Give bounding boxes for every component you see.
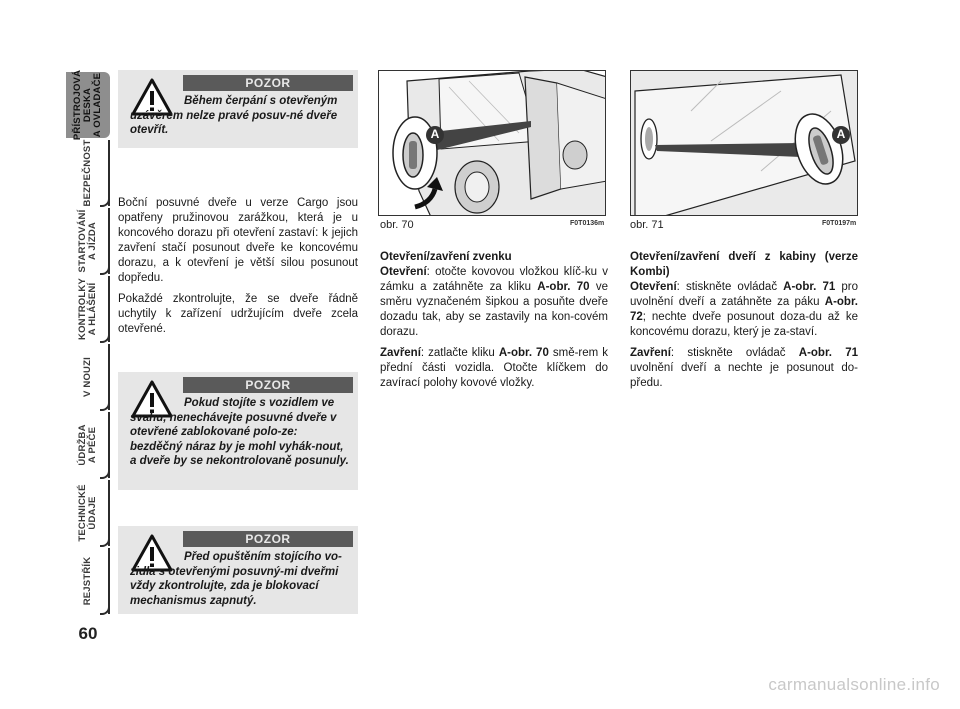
tab-v-nouzi[interactable]: V NOUZI [66, 344, 110, 410]
tab-pristrojova-deska[interactable]: PŘÍSTROJOVÁ DESKA A OVLADAČE [66, 72, 110, 138]
figure-70-code: F0T0136m [570, 220, 605, 227]
tab-technicke-udaje[interactable]: TECHNICKÉ ÚDAJE [66, 480, 110, 546]
paragraph-open-outside: Otevření: otočte kovovou vložkou klíč-ku v zámku a zatáhněte za kliku A-obr. 70 ve směru vyznačeném šipkou a posuňte dveře dozadu tak, aby se zastavily na kon-covém dorazu. [380, 266, 608, 338]
paragraph-close-outside: Zavření: zatlačte kliku A-obr. 70 smě-rem k přední části vozidla. Otočte klíčkem do zavírací polohy kovové vložky. [380, 347, 608, 389]
watermark: carmanualsonline.info [768, 675, 940, 694]
cabin-door-illustration [631, 71, 858, 216]
figure-70-marker: A [430, 127, 440, 141]
figure-71-code: F0T0197m [822, 220, 857, 227]
warning-heading: POZOR [183, 377, 353, 393]
paragraph-stopper: Boční posuvné dveře u verze Cargo jsou opatřeny pružinovou zarážkou, která je u koncového dorazu při otevření zastaví: k jejich zavření stačí posunout dveře ke koncovému dorazu, a k otevření je větší silou posunout dopředu. [118, 197, 358, 284]
warning-text: Pokud stojíte s vozidlem ve svahu, nenechávejte posuvné dveře v otevřené zablokované polo-ze: bezděčný náraz by je mohl vyhák-nout, a dveře by se nekontrolovaně posunuly. [130, 397, 349, 467]
figure-71-cabin-door-release [630, 70, 858, 216]
paragraph-check: Pokaždé zkontrolujte, že se dveře řádně uchytily k zařízení udržujícím dveře zcela otevřené. [118, 293, 358, 335]
tab-startovani[interactable]: STARTOVÁNÍ A JÍZDA [66, 208, 110, 274]
warning-box-2 [118, 372, 358, 490]
tab-bezpecnost[interactable]: BEZPEČNOST [66, 140, 110, 206]
paragraph-open-cabin: Otevření: stiskněte ovládač A-obr. 71 pro uvolnění dveří a zatáhněte za páku A-obr. 72; nechte dveře posunout doza-du až ke koncovému dorazu, který je za-staví. [630, 281, 858, 338]
figure-70-van-sliding-door [378, 70, 606, 216]
section-heading-outside: Otevření/zavření zvenku [380, 251, 512, 263]
chapter-tabs [66, 69, 110, 620]
warning-heading: POZOR [183, 531, 353, 547]
tab-kontrolky[interactable]: KONTROLKY A HLÁŠENÍ [66, 276, 110, 342]
warning-text: Před opuštěním stojícího vo-zidla s otevřenými posuvný-mi dveřmi vždy zkontrolujte, zda je blokovací mechanismus zapnutý. [130, 551, 342, 607]
figure-71-marker: A [836, 127, 846, 141]
warning-box-3 [118, 526, 358, 614]
page-number: 60 [78, 624, 98, 643]
section-heading-cabin: Otevření/zavření dveří z kabiny (verze Kombi) [630, 251, 858, 278]
van-door-illustration [379, 71, 606, 216]
warning-box-1 [118, 70, 358, 148]
warning-text: Během čerpání s otevřeným uzávěrem nelze pravé posuv-né dveře otevřít. [130, 95, 338, 136]
warning-heading: POZOR [183, 75, 353, 91]
tab-udrzba[interactable]: ÚDRŽBA A PÉČE [66, 412, 110, 478]
right-column-text [630, 250, 858, 397]
middle-column-text [380, 250, 608, 397]
figure-71-caption: obr. 71 [630, 219, 664, 231]
tab-rejstrik[interactable]: REJSTŘÍK [66, 548, 110, 614]
left-column-text [118, 196, 358, 343]
paragraph-close-cabin: Zavření: stiskněte ovládač A-obr. 71 uvolnění dveří a nechte je posunout do-předu. [630, 347, 858, 389]
figure-70-caption: obr. 70 [380, 219, 414, 231]
